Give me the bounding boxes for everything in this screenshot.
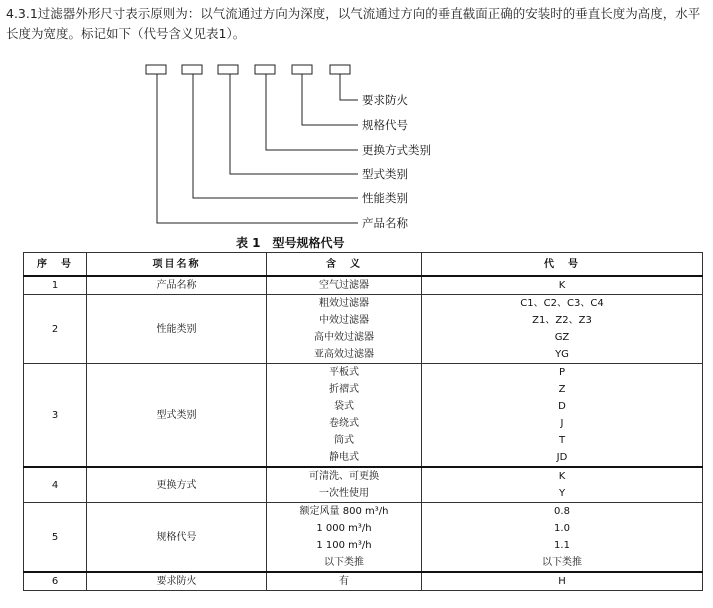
header-no: 序 号 — [24, 253, 87, 277]
code-box-3 — [218, 65, 238, 74]
header-item: 项目名称 — [87, 253, 267, 277]
table-row — [24, 503, 703, 573]
table-header-row — [24, 253, 703, 277]
spec-table — [23, 252, 703, 591]
table-row — [24, 364, 703, 468]
label-form-type: 型式类别 — [362, 167, 408, 181]
row-no: 6 — [24, 572, 87, 591]
leader-line-4 — [230, 74, 358, 174]
marking-diagram — [0, 0, 713, 240]
row-no: 4 — [24, 467, 87, 503]
row-no: 1 — [24, 276, 87, 295]
header-meaning: 含 义 — [267, 253, 422, 277]
row-meaning: 粗效过滤器 中效过滤器 高中效过滤器 亚高效过滤器 — [267, 295, 422, 364]
table-caption: 表 1 型号规格代号 — [236, 236, 345, 250]
table-row — [24, 572, 703, 591]
code-box-4 — [255, 65, 275, 74]
leader-line-5 — [193, 74, 358, 198]
row-code: H — [422, 572, 703, 591]
row-code: C1、C2、C3、C4 Z1、Z2、Z3 GZ YG — [422, 295, 703, 364]
code-box-2 — [182, 65, 202, 74]
table-row — [24, 295, 703, 364]
row-item: 规格代号 — [87, 503, 267, 573]
row-meaning: 可清洗、可更换 一次性使用 — [267, 467, 422, 503]
row-item: 型式类别 — [87, 364, 267, 468]
row-no: 2 — [24, 295, 87, 364]
row-item: 更换方式 — [87, 467, 267, 503]
row-code: P Z D J T JD — [422, 364, 703, 468]
row-meaning: 有 — [267, 572, 422, 591]
code-box-6 — [330, 65, 350, 74]
label-performance-type: 性能类别 — [362, 191, 408, 205]
row-item: 性能类别 — [87, 295, 267, 364]
row-item: 产品名称 — [87, 276, 267, 295]
leader-line-1 — [340, 74, 358, 100]
code-box-1 — [146, 65, 166, 74]
leader-line-6 — [157, 74, 358, 223]
row-code: K Y — [422, 467, 703, 503]
row-meaning: 额定风量 800 m³/h 1 000 m³/h 1 100 m³/h 以下类推 — [267, 503, 422, 573]
intro-paragraph: 4.3.1过滤器外形尺寸表示原则为：以气流通过方向为深度，以气流通过方向的垂直截面正确的安装时的垂直长度为高度，水平长度为宽度。标记如下（代号含义见表1）。 — [6, 6, 701, 41]
row-item: 要求防火 — [87, 572, 267, 591]
header-code: 代 号 — [422, 253, 703, 277]
row-no: 5 — [24, 503, 87, 573]
label-spec-code: 规格代号 — [362, 118, 408, 132]
leader-line-3 — [266, 74, 358, 150]
label-product-name: 产品名称 — [362, 216, 408, 230]
label-replace-type: 更换方式类别 — [362, 143, 431, 157]
table-row — [24, 276, 703, 295]
row-no: 3 — [24, 364, 87, 468]
row-code: K — [422, 276, 703, 295]
label-fire-requirement: 要求防火 — [362, 93, 408, 107]
table-row — [24, 467, 703, 503]
row-meaning: 平板式 折褶式 袋式 卷绕式 筒式 静电式 — [267, 364, 422, 468]
row-meaning: 空气过滤器 — [267, 276, 422, 295]
row-code: 0.8 1.0 1.1 以下类推 — [422, 503, 703, 573]
code-box-5 — [292, 65, 312, 74]
